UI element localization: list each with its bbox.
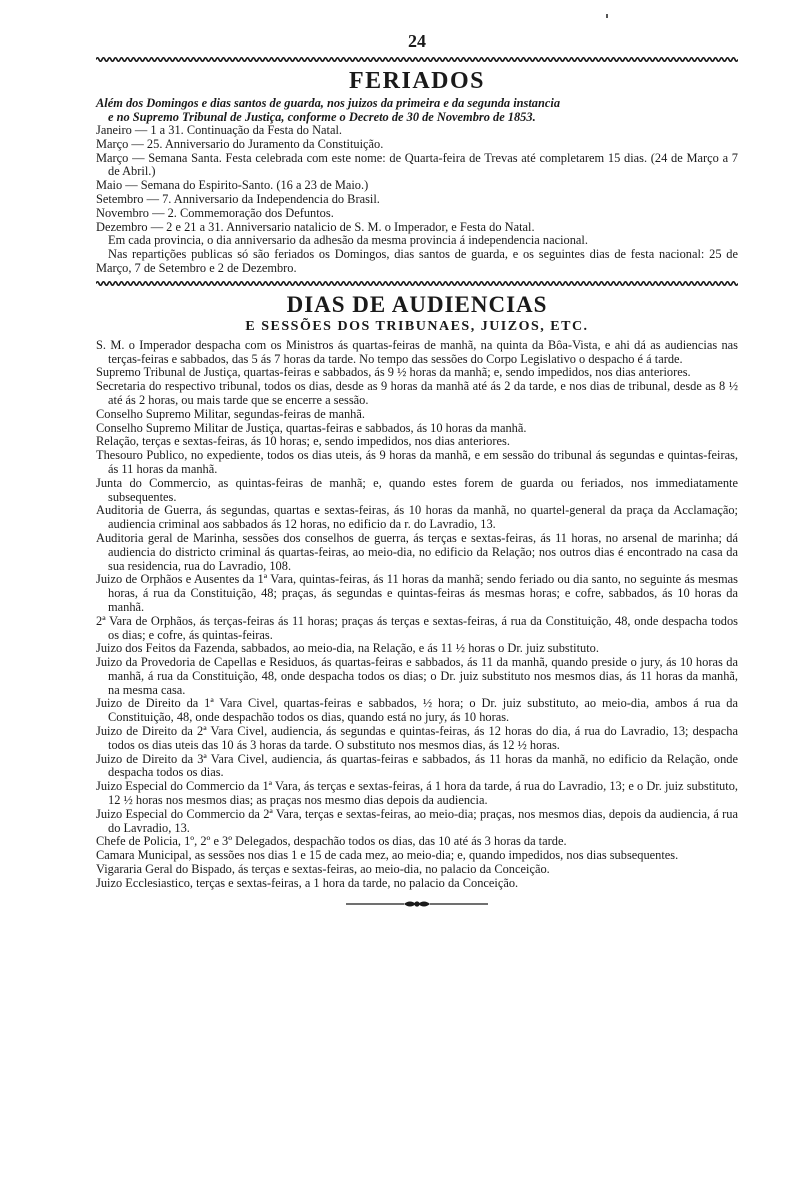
feriado-entry: Maio — Semana do Espirito-Santo. (16 a 23 de Maio.)	[96, 178, 369, 193]
feriado-entry: Dezembro — 2 e 21 a 31. Anniversario natalicio de S. M. o Imperador, e Festa do Natal.	[96, 219, 535, 234]
audiencia-entry: Juizo Especial do Commercio da 1ª Vara, ás terças e sextas-feiras, á 1 hora da tarde, á rua do Lavradio, 13; e o Dr. juiz substituto, 12 ½ horas nos mesmos dias; as praças nos mesmo dias depois da audiencia.	[96, 779, 738, 808]
feriados-intro-line: Além dos Domingos e dias santos de guarda, nos juizos da primeira e da segunda instancia	[96, 96, 561, 110]
audiencia-entry: Auditoria geral de Marinha, sessões dos conselhos de guerra, ás terças e sextas-feiras, ás 11 horas, no arsenal de marinha; dá audiencia do districto criminal ás quartas-feiras, ao meio-dia, no edificio da Relação; nos outros dias é encontrado na casa da sua residencia, rua do Lavradio, 108.	[96, 530, 738, 573]
wavy-rule-icon	[96, 55, 738, 64]
page	[96, 30, 738, 909]
audiencia-entry: Juizo de Direito da 3ª Vara Civel, audiencia, ás quartas-feiras e sabbados, ás 11 horas da manhã, no edificio da Relação, onde despacha todos os dias.	[96, 751, 738, 780]
audiencias-title: DIAS DE AUDIENCIAS	[286, 291, 548, 317]
audiencia-entry: Vigararia Geral do Bispado, ás terças e sextas-feiras, ao meio-dia, no palacio da Conceição.	[96, 862, 550, 877]
audiencia-entry: Auditoria de Guerra, ás segundas, quartas e sextas-feiras, ás 10 horas da manhã, no quartel-general da praça da Acclamação; audiencia criminal aos sabbados ás 12 horas, no edificio da r. do Lavradio, 13.	[96, 503, 738, 532]
audiencia-entry: Juizo Especial do Commercio da 2ª Vara, terças e sextas-feiras, ao meio-dia; praças, nos mesmos dias, depois da audiencia, á rua do Lavradio, 13.	[96, 806, 738, 835]
audiencia-entry: Conselho Supremo Militar de Justiça, quartas-feiras e sabbados, ás 10 horas da manhã.	[96, 420, 527, 435]
feriado-paragraph: Nas repartições publicas só são feriados os Domingos, dias santos de guarda, e os seguintes dias de festa nacional: 25 de Março, 7 de Setembro e 2 de Dezembro.	[96, 247, 738, 275]
feriado-paragraph: Em cada provincia, o dia anniversario da adhesão da mesma provincia á independencia nacional.	[108, 233, 588, 248]
audiencia-entry: Juizo de Direito da 1ª Vara Civel, quartas-feiras e sabbados, ½ hora; o Dr. juiz substituto, ao meio-dia, ambos á rua da Constituição, 48, onde despachão todos os dias, quando está no jury, ás 10 horas.	[96, 696, 738, 725]
feriado-entry: Setembro — 7. Anniversario da Independencia do Brasil.	[96, 191, 380, 206]
feriado-entry: Janeiro — 1 a 31. Continuação da Festa do Natal.	[96, 123, 343, 137]
feriado-entry: Março — 25. Anniversario do Juramento da Constituição.	[96, 136, 384, 151]
audiencia-entry: Camara Municipal, as sessões nos dias 1 e 15 de cada mez, ao meio-dia; e, quando impedidos, nos dias subsequentes.	[96, 848, 679, 863]
audiencia-entry: Juizo de Orphãos e Ausentes da 1ª Vara, quintas-feiras, ás 11 horas da manhã; sendo feriado ou dia santo, no seguinte ás mesmas horas, á rua da Constituição, 48; praças, ás segundas e quintas-feiras ás mesmas horas; e cofre, sabbados, ás 10 horas da manhã.	[96, 572, 738, 614]
audiencia-entry: Secretaria do respectivo tribunal, todos os dias, desde as 9 horas da manhã até ás 2 da tarde, e nos dias de tribunal, desde as 8 ½ até ás 2 horas, ou mais tarde que se encerre a sessão.	[96, 379, 738, 407]
feriados-intro-line: e no Supremo Tribunal de Justiça, conforme o Decreto de 30 de Novembro de 1853.	[108, 110, 536, 124]
audiencia-entry: Relação, terças e sextas-feiras, ás 10 horas; e, sendo impedidos, nos dias anteriores.	[96, 434, 510, 449]
feriado-entry: Novembro — 2. Commemoração dos Defuntos.	[96, 205, 334, 220]
audiencia-entry: Junta do Commercio, as quintas-feiras de manhã; e, quando estes forem de guarda ou feriados, nos immediatamente subsequentes.	[96, 475, 738, 504]
audiencias-subtitle: E SESSÕES DOS TRIBUNAES, JUIZOS, ETC.	[245, 318, 589, 334]
audiencia-entry: 2ª Vara de Orphãos, ás terças-feiras ás 11 horas; praças ás terças e sextas-feiras, á rua da Constituição, 48, onde despacha todos os dias; e cofre, ás quintas-feiras.	[96, 613, 738, 642]
audiencia-entry: Juizo dos Feitos da Fazenda, sabbados, ao meio-dia, na Relação, e ás 11 ½ horas o Dr. juiz substituto.	[96, 641, 599, 656]
feriados-intro	[96, 96, 738, 124]
stray-mark	[606, 14, 608, 18]
audiencia-entry: Juizo de Direito da 2ª Vara Civel, audiencia, ás segundas e quintas-feiras, ás 12 horas do dia, á rua do Lavradio, 13; despacha todos os dias uteis das 10 ás 3 horas da tarde. O substituto nos mesmos dias, ás 12 ½ horas.	[96, 724, 738, 752]
audiencia-entry: Conselho Supremo Militar, segundas-feiras de manhã.	[96, 406, 365, 421]
feriados-title: FERIADOS	[348, 68, 486, 94]
wavy-rule-icon	[96, 279, 738, 288]
feriado-entry: Março — Semana Santa. Festa celebrada com este nome: de Quarta-feira de Trevas até completarem 15 dias. (24 de Março a 7 de Abril.)	[96, 150, 738, 179]
audiencias-list	[96, 339, 738, 891]
audiencia-entry: Thesouro Publico, no expediente, todos os dias uteis, ás 9 horas da manhã, e em sessão do tribunal ás segundas e quintas-feiras, ás 11 horas da manhã.	[96, 448, 738, 476]
feriados-list	[96, 124, 738, 276]
end-ornament-icon	[96, 897, 738, 909]
audiencia-entry: Supremo Tribunal de Justiça, quartas-feiras e sabbados, ás 9 ½ horas da manhã; e, sendo impedidos, nos dias anteriores.	[96, 365, 691, 380]
audiencia-entry: Juizo da Provedoria de Capellas e Residuos, ás quartas-feiras e sabbados, ás 11 da manhã, quando preside o jury, ás 10 horas da manhã, á rua da Constituição, 48, onde despacha todos os dias; o Dr. juiz substituto nos mesmos dias, ás 11 horas da manhã, na mesma casa.	[96, 655, 738, 697]
audiencia-entry: Juizo Ecclesiastico, terças e sextas-feiras, a 1 hora da tarde, no palacio da Conceição.	[96, 875, 519, 890]
audiencia-entry: Chefe de Policia, 1º, 2º e 3º Delegados, despachão todos os dias, das 10 até ás 3 horas da tarde.	[96, 834, 567, 849]
page-number: 24	[408, 31, 426, 51]
audiencia-entry: S. M. o Imperador despacha com os Ministros ás quartas-feiras de manhã, na quinta da Bôa-Vista, e ahi dá as audiencias nas terças-feiras e sabbados, das 5 ás 7 horas da tarde. No tempo das sessões do Corpo Legislativo o despacho é á tarde.	[96, 337, 738, 366]
